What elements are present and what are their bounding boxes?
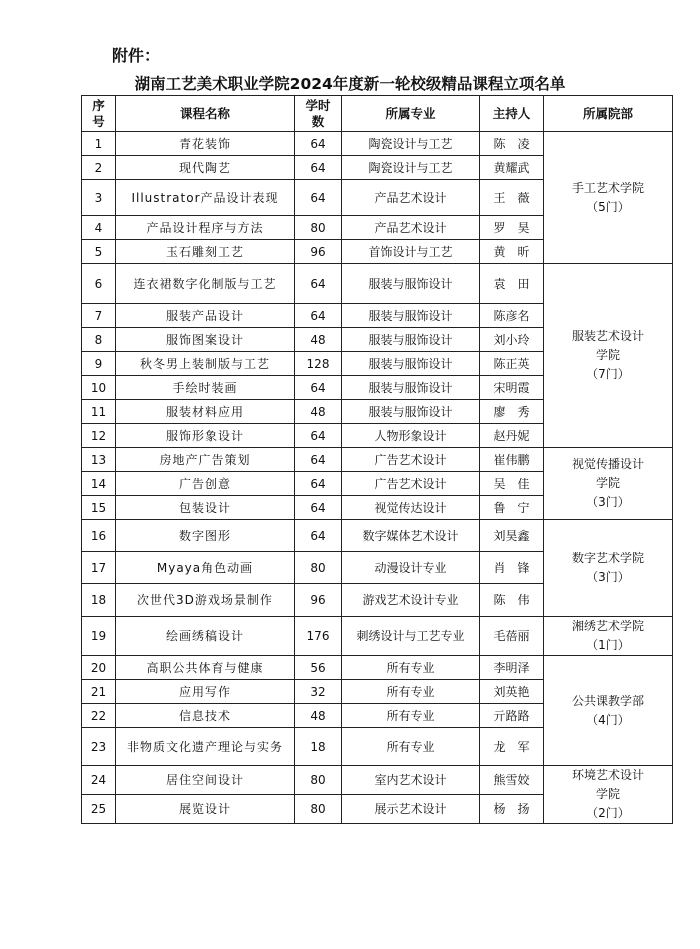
course-major: 服装与服饰设计 xyxy=(342,400,480,424)
row-number: 1 xyxy=(82,132,116,156)
course-major: 陶瓷设计与工艺 xyxy=(342,156,480,180)
row-number: 7 xyxy=(82,304,116,328)
department-line: （3门） xyxy=(586,495,630,509)
row-number: 6 xyxy=(82,264,116,304)
course-name: 产品设计程序与方法 xyxy=(116,216,295,240)
course-hours: 56 xyxy=(295,656,342,680)
row-number: 8 xyxy=(82,328,116,352)
course-major: 刺绣设计与工艺专业 xyxy=(342,617,480,656)
course-host: 鲁 宁 xyxy=(480,496,544,520)
course-major: 服装与服饰设计 xyxy=(342,328,480,352)
course-name: 次世代3D游戏场景制作 xyxy=(116,584,295,617)
course-name: 服饰形象设计 xyxy=(116,424,295,448)
course-host: 毛蓓丽 xyxy=(480,617,544,656)
course-name: 绘画绣稿设计 xyxy=(116,617,295,656)
header-course: 课程名称 xyxy=(116,96,295,132)
course-major: 动漫设计专业 xyxy=(342,552,480,584)
course-major: 所有专业 xyxy=(342,680,480,704)
department-cell xyxy=(544,520,673,617)
course-host: 崔伟鹏 xyxy=(480,448,544,472)
course-major: 视觉传达设计 xyxy=(342,496,480,520)
course-hours: 80 xyxy=(295,552,342,584)
course-hours: 96 xyxy=(295,584,342,617)
course-host: 廖 秀 xyxy=(480,400,544,424)
row-number: 22 xyxy=(82,704,116,728)
department-line: （4门） xyxy=(586,712,630,727)
row-number: 9 xyxy=(82,352,116,376)
row-number: 11 xyxy=(82,400,116,424)
course-major: 广告艺术设计 xyxy=(342,472,480,496)
course-hours: 64 xyxy=(295,424,342,448)
department-cell xyxy=(544,656,673,766)
course-hours: 32 xyxy=(295,680,342,704)
course-name: 现代陶艺 xyxy=(116,156,295,180)
table-row xyxy=(82,766,673,795)
course-name: 秋冬男上装制版与工艺 xyxy=(116,352,295,376)
department-cell xyxy=(544,448,673,520)
course-host: 王 薇 xyxy=(480,180,544,216)
course-name: 信息技术 xyxy=(116,704,295,728)
course-host: 熊雪姣 xyxy=(480,766,544,795)
course-name: 服饰图案设计 xyxy=(116,328,295,352)
department-cell xyxy=(544,617,673,656)
department-line: 手工艺术学院 xyxy=(571,180,644,195)
course-name: 服装产品设计 xyxy=(116,304,295,328)
course-host: 吴 佳 xyxy=(480,472,544,496)
course-name: Illustrator产品设计表现 xyxy=(116,180,295,216)
row-number: 3 xyxy=(82,180,116,216)
course-hours: 48 xyxy=(295,704,342,728)
department-cell xyxy=(544,132,673,264)
course-table xyxy=(81,95,673,824)
course-name: Myaya角色动画 xyxy=(116,552,295,584)
row-number: 17 xyxy=(82,552,116,584)
row-number: 13 xyxy=(82,448,116,472)
course-major: 所有专业 xyxy=(342,656,480,680)
row-number: 19 xyxy=(82,617,116,656)
course-major: 服装与服饰设计 xyxy=(342,352,480,376)
department-line: 学院 xyxy=(595,476,620,490)
course-host: 宋明霞 xyxy=(480,376,544,400)
row-number: 4 xyxy=(82,216,116,240)
table-row xyxy=(82,520,673,552)
course-name: 手绘时装画 xyxy=(116,376,295,400)
course-name: 居住空间设计 xyxy=(116,766,295,795)
attachment-label: 附件： xyxy=(112,46,161,65)
course-major: 服装与服饰设计 xyxy=(342,264,480,304)
course-host: 龙 军 xyxy=(480,728,544,766)
course-name: 展览设计 xyxy=(116,795,295,824)
row-number: 2 xyxy=(82,156,116,180)
department-line: 学院 xyxy=(595,787,620,801)
course-host: 罗 昊 xyxy=(480,216,544,240)
row-number: 10 xyxy=(82,376,116,400)
course-hours: 64 xyxy=(295,520,342,552)
department-line: （5门） xyxy=(586,199,630,214)
course-name: 广告创意 xyxy=(116,472,295,496)
department-cell xyxy=(544,264,673,448)
department-line: 数字艺术学院 xyxy=(571,551,644,565)
course-hours: 128 xyxy=(295,352,342,376)
course-host: 刘小玲 xyxy=(480,328,544,352)
course-name: 包装设计 xyxy=(116,496,295,520)
course-host: 黄 昕 xyxy=(480,240,544,264)
course-hours: 64 xyxy=(295,180,342,216)
course-name: 高职公共体育与健康 xyxy=(116,656,295,680)
row-number: 20 xyxy=(82,656,116,680)
course-major: 数字媒体艺术设计 xyxy=(342,520,480,552)
department-line: 环境艺术设计 xyxy=(571,768,644,782)
course-name: 青花装饰 xyxy=(116,132,295,156)
row-number: 23 xyxy=(82,728,116,766)
row-number: 16 xyxy=(82,520,116,552)
course-host: 刘昊鑫 xyxy=(480,520,544,552)
course-host: 亓路路 xyxy=(480,704,544,728)
department-line: （7门） xyxy=(586,367,630,381)
course-major: 人物形象设计 xyxy=(342,424,480,448)
course-hours: 48 xyxy=(295,328,342,352)
course-name: 房地产广告策划 xyxy=(116,448,295,472)
department-cell xyxy=(544,766,673,824)
course-major: 室内艺术设计 xyxy=(342,766,480,795)
course-name: 数字图形 xyxy=(116,520,295,552)
course-hours: 64 xyxy=(295,496,342,520)
course-host: 陈 伟 xyxy=(480,584,544,617)
department-line: 公共课教学部 xyxy=(571,693,644,708)
header-hours: 学时 数 xyxy=(295,96,342,132)
table-row xyxy=(82,132,673,156)
course-host: 陈彦名 xyxy=(480,304,544,328)
table-row xyxy=(82,617,673,656)
department-line: （2门） xyxy=(586,806,630,820)
department-line: （3门） xyxy=(586,570,630,584)
course-name: 非物质文化遗产理论与实务 xyxy=(116,728,295,766)
course-name: 连衣裙数字化制版与工艺 xyxy=(116,264,295,304)
header-host: 主持人 xyxy=(480,96,544,132)
row-number: 12 xyxy=(82,424,116,448)
course-hours: 64 xyxy=(295,156,342,180)
course-name: 玉石雕刻工艺 xyxy=(116,240,295,264)
department-line: 湘绣艺术学院 xyxy=(571,619,644,633)
course-major: 产品艺术设计 xyxy=(342,216,480,240)
course-host: 李明泽 xyxy=(480,656,544,680)
course-host: 黄耀武 xyxy=(480,156,544,180)
row-number: 14 xyxy=(82,472,116,496)
document-title: 湖南工艺美术职业学院2024年度新一轮校级精品课程立项名单 xyxy=(134,75,566,93)
course-major: 所有专业 xyxy=(342,728,480,766)
course-hours: 64 xyxy=(295,376,342,400)
course-major: 服装与服饰设计 xyxy=(342,376,480,400)
row-number: 25 xyxy=(82,795,116,824)
header-major: 所属专业 xyxy=(342,96,480,132)
course-hours: 176 xyxy=(295,617,342,656)
course-major: 陶瓷设计与工艺 xyxy=(342,132,480,156)
course-host: 杨 扬 xyxy=(480,795,544,824)
course-major: 展示艺术设计 xyxy=(342,795,480,824)
department-line: （1门） xyxy=(586,638,630,652)
course-hours: 64 xyxy=(295,132,342,156)
course-host: 袁 田 xyxy=(480,264,544,304)
course-name: 服装材料应用 xyxy=(116,400,295,424)
course-major: 广告艺术设计 xyxy=(342,448,480,472)
course-hours: 80 xyxy=(295,795,342,824)
course-hours: 64 xyxy=(295,304,342,328)
course-host: 陈正英 xyxy=(480,352,544,376)
row-number: 18 xyxy=(82,584,116,617)
table-row xyxy=(82,448,673,472)
course-hours: 96 xyxy=(295,240,342,264)
course-major: 游戏艺术设计专业 xyxy=(342,584,480,617)
course-hours: 48 xyxy=(295,400,342,424)
course-hours: 64 xyxy=(295,472,342,496)
header-row xyxy=(82,96,673,132)
department-line: 视觉传播设计 xyxy=(571,457,644,471)
course-hours: 80 xyxy=(295,766,342,795)
course-hours: 80 xyxy=(295,216,342,240)
course-major: 产品艺术设计 xyxy=(342,180,480,216)
course-hours: 64 xyxy=(295,448,342,472)
header-no: 序 号 xyxy=(82,96,116,132)
course-hours: 18 xyxy=(295,728,342,766)
course-name: 应用写作 xyxy=(116,680,295,704)
row-number: 21 xyxy=(82,680,116,704)
course-host: 刘英艳 xyxy=(480,680,544,704)
table-row xyxy=(82,656,673,680)
header-dept: 所属院部 xyxy=(544,96,673,132)
department-line: 服装艺术设计 xyxy=(571,329,644,343)
course-major: 首饰设计与工艺 xyxy=(342,240,480,264)
row-number: 5 xyxy=(82,240,116,264)
course-host: 陈 凌 xyxy=(480,132,544,156)
course-host: 肖 锋 xyxy=(480,552,544,584)
course-host: 赵丹妮 xyxy=(480,424,544,448)
department-line: 学院 xyxy=(595,348,620,362)
row-number: 24 xyxy=(82,766,116,795)
table-row xyxy=(82,264,673,304)
course-hours: 64 xyxy=(295,264,342,304)
course-major: 所有专业 xyxy=(342,704,480,728)
course-major: 服装与服饰设计 xyxy=(342,304,480,328)
row-number: 15 xyxy=(82,496,116,520)
